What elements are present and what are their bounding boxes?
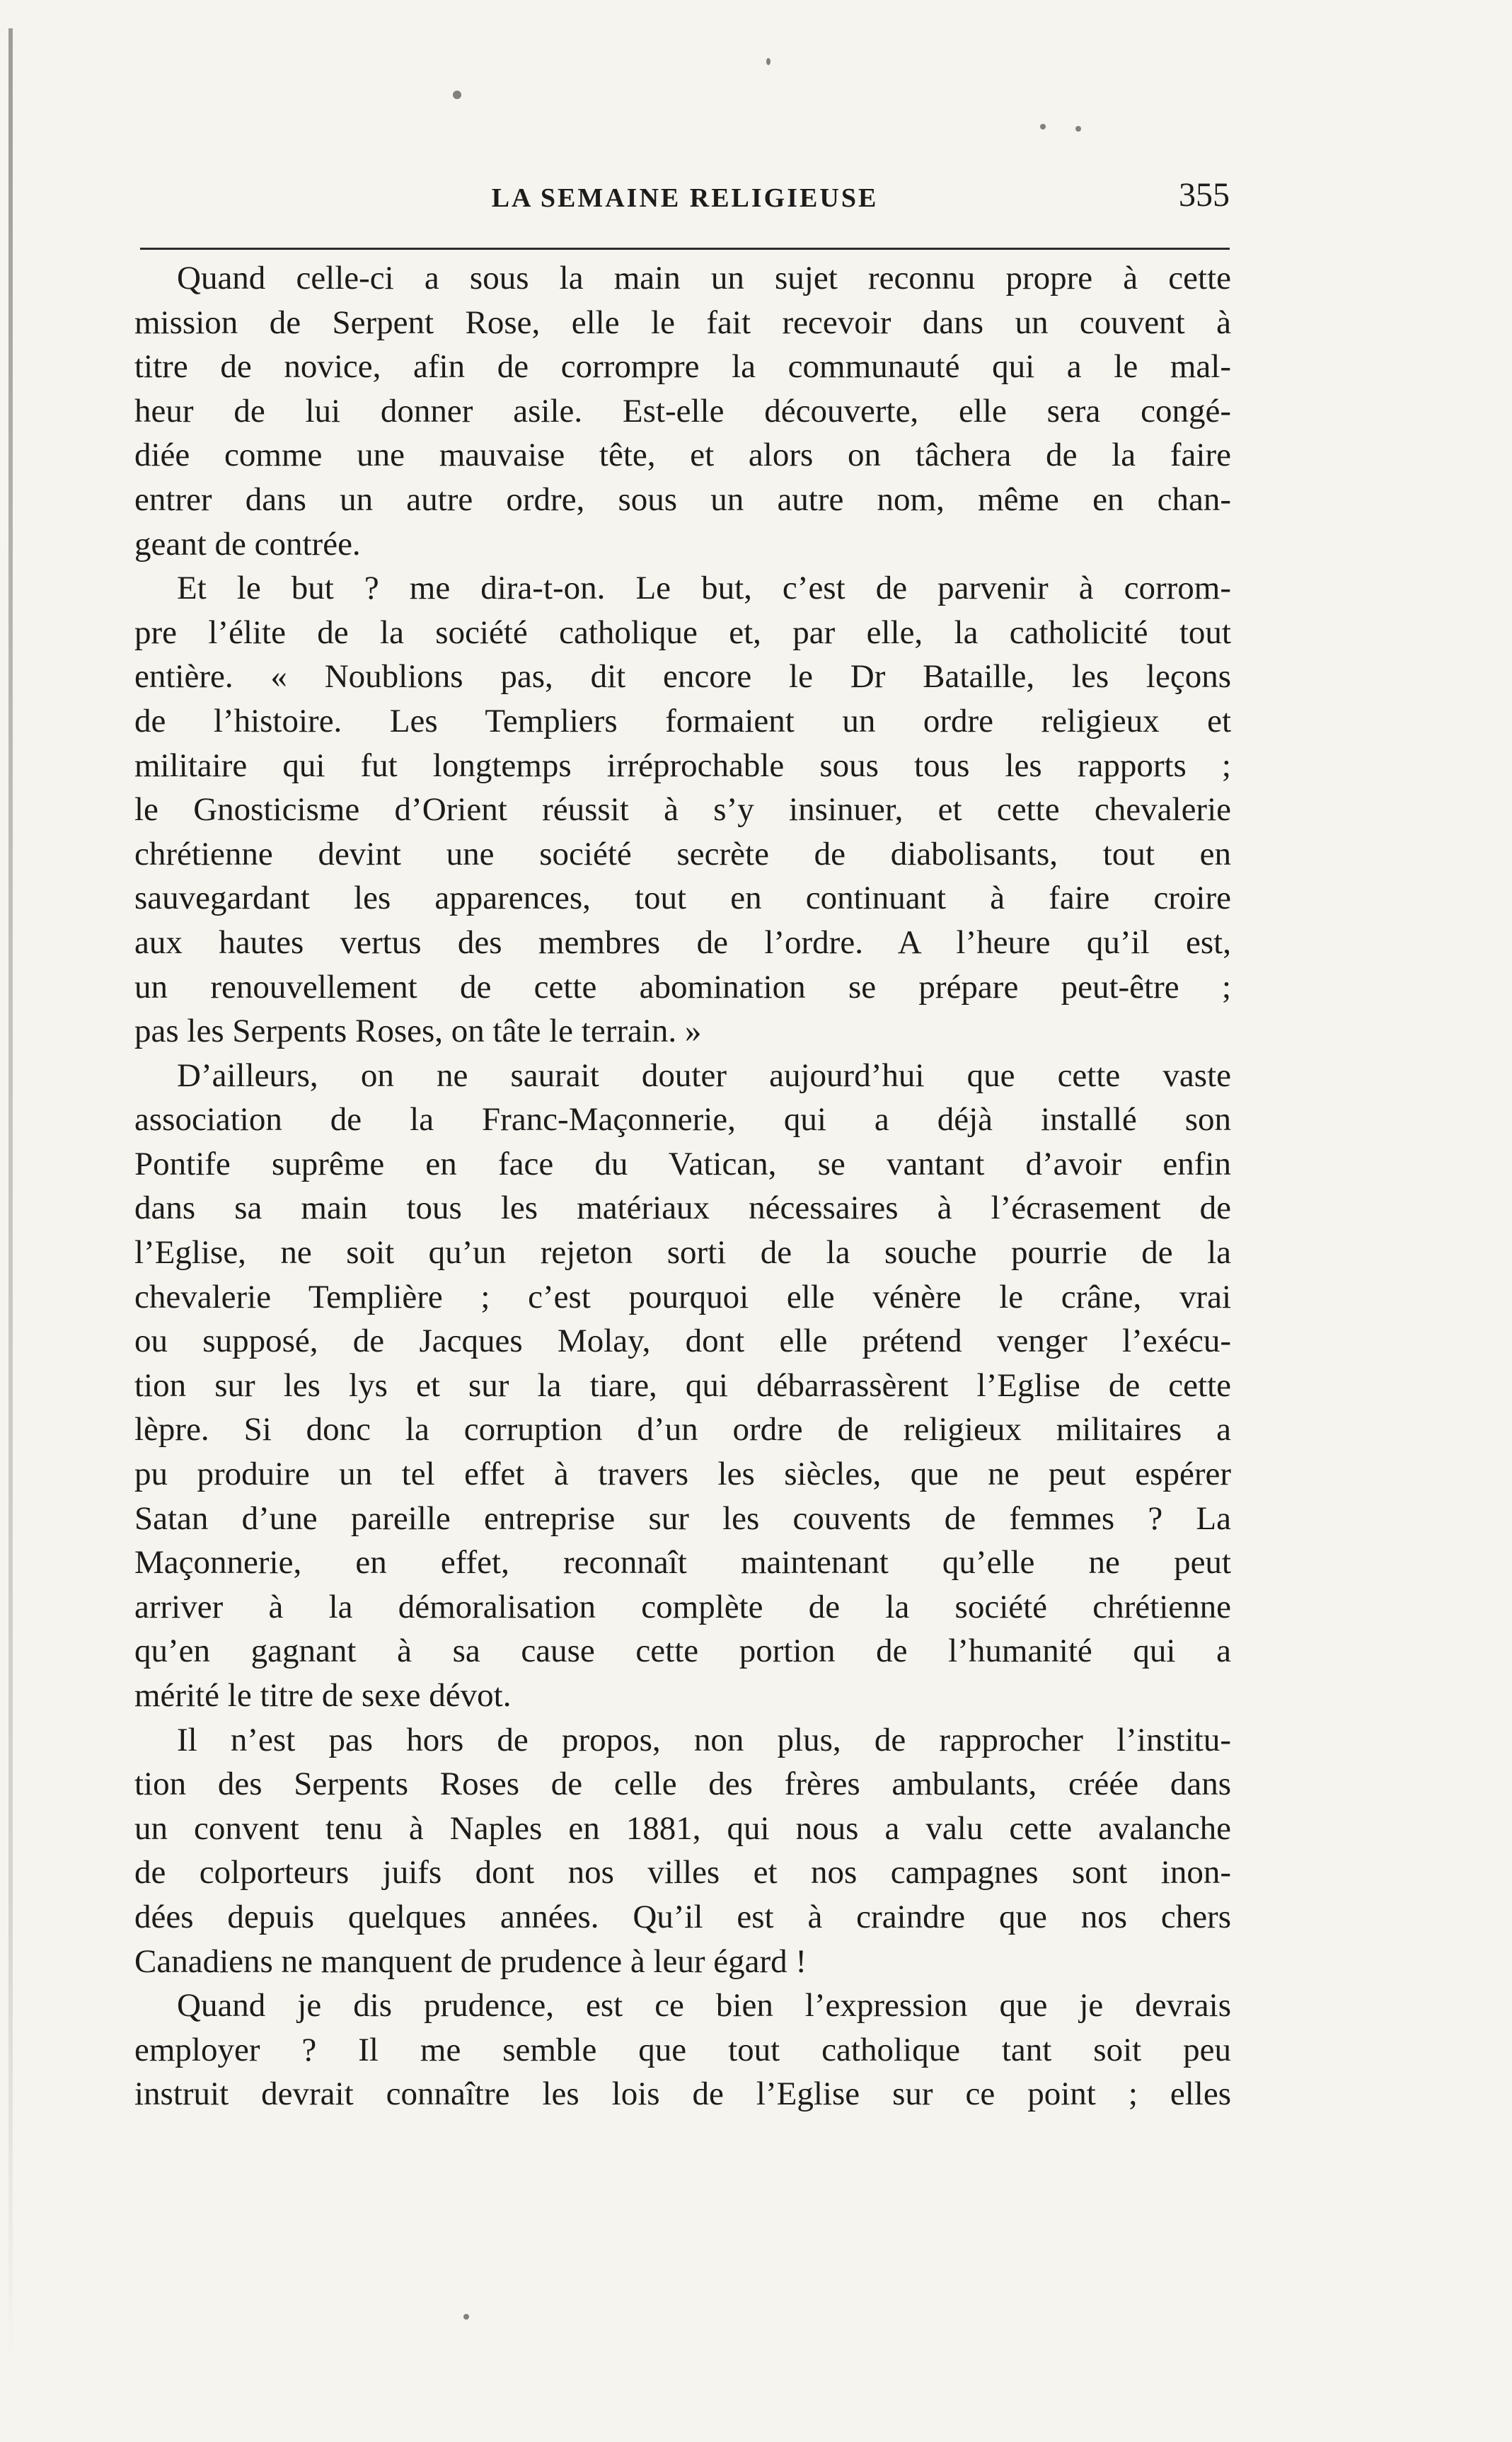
text-line: Satan d’une pareille entreprise sur les couvents de femmes ? La — [134, 1499, 1231, 1537]
text-line: Pontife suprême en face du Vatican, se vantant d’avoir enfin — [134, 1145, 1231, 1182]
text-line: chrétienne devint une société secrète de diabolisants, tout en — [134, 835, 1231, 872]
text-line: pas les Serpents Roses, on tâte le terrain. » — [134, 1013, 702, 1050]
text-line: aux hautes vertus des membres de l’ordre. A l’heure qu’il est, — [134, 923, 1231, 961]
text-line: l’Eglise, ne soit qu’un rejeton sorti de la souche pourrie de la — [134, 1234, 1231, 1272]
print-speck — [1075, 126, 1081, 132]
text-line: entière. « Noublions pas, dit encore le Dr Bataille, les leçons — [134, 658, 1231, 696]
text-line: D’ailleurs, on ne saurait douter aujourd’hui que cette vaste — [177, 1056, 1231, 1094]
text-line: lèpre. Si donc la corruption d’un ordre de religieux militaires a — [134, 1411, 1231, 1449]
text-line: un convent tenu à Naples en 1881, qui nous a valu cette avalanche — [134, 1809, 1231, 1847]
text-line: qu’en gagnant à sa cause cette portion de l’humanité qui a — [134, 1632, 1231, 1670]
text-line: Maçonnerie, en effet, reconnaît maintenant qu’elle ne peut — [134, 1544, 1231, 1582]
text-line: sauvegardant les apparences, tout en continuant à faire croire — [134, 880, 1231, 917]
text-line: Quand celle-ci a sous la main un sujet reconnu propre à cette — [177, 260, 1231, 296]
text-line: dées depuis quelques années. Qu’il est à craindre que nos chers — [134, 1898, 1231, 1935]
print-speck — [1040, 124, 1046, 129]
text-line: de l’histoire. Les Templiers formaient un ordre religieux et — [134, 702, 1231, 739]
text-line: entrer dans un autre ordre, sous un autre nom, même en chan- — [134, 480, 1231, 518]
text-line: instruit devrait connaître les lois de l’Eglise sur ce point ; elles — [134, 2075, 1231, 2113]
text-line: employer ? Il me semble que tout catholique tant soit peu — [134, 2031, 1231, 2068]
text-line: arriver à la démoralisation complète de la société chrétienne — [134, 1588, 1231, 1625]
text-line: ou supposé, de Jacques Molay, dont elle prétend venger l’exécu- — [134, 1323, 1231, 1360]
text-line: Quand je dis prudence, est ce bien l’expression que je devrais — [177, 1987, 1231, 2025]
header-rule — [140, 248, 1230, 250]
text-line: Il n’est pas hors de propos, non plus, de rapprocher l’institu- — [177, 1721, 1231, 1758]
text-line: association de la Franc-Maçonnerie, qui a déjà installé son — [134, 1101, 1231, 1139]
body-text — [134, 256, 1231, 2116]
text-line: Et le but ? me dira-t-on. Le but, c’est de parvenir à corrom- — [177, 570, 1231, 607]
print-speck — [453, 91, 461, 99]
text-line: heur de lui donner asile. Est-elle découverte, elle sera congé- — [134, 392, 1231, 430]
text-line: de colporteurs juifs dont nos villes et nos campagnes sont inon- — [134, 1854, 1231, 1891]
text-line: un renouvellement de cette abomination se prépare peut-être ; — [134, 968, 1231, 1006]
text-line: diée comme une mauvaise tête, et alors on tâchera de la faire — [134, 437, 1231, 474]
running-title: LA SEMAINE RELIGIEUSE — [491, 183, 879, 213]
text-line: tion des Serpents Roses de celle des frères ambulants, créée dans — [134, 1766, 1231, 1803]
page-number: 355 — [1179, 176, 1230, 214]
text-line: mérité le titre de sexe dévot. — [134, 1677, 512, 1714]
text-line: chevalerie Templière ; c’est pourquoi elle vénère le crâne, vrai — [134, 1278, 1231, 1315]
text-line: militaire qui fut longtemps irréprochable sous tous les rapports ; — [134, 747, 1231, 784]
text-line: dans sa main tous les matériaux nécessaires à l’écrasement de — [134, 1190, 1231, 1227]
text-line: pre l’élite de la société catholique et, par elle, la catholicité tout — [134, 614, 1231, 651]
page-header — [140, 175, 1230, 225]
text-line: Canadiens ne manquent de prudence à leur égard ! — [134, 1942, 807, 1980]
print-speck — [463, 2314, 469, 2320]
text-line: le Gnosticisme d’Orient réussit à s’y insinuer, et cette chevalerie — [134, 791, 1231, 829]
print-speck — [766, 58, 771, 65]
text-line: geant de contrée. — [134, 525, 361, 563]
text-line: tion sur les lys et sur la tiare, qui débarrassèrent l’Eglise de cette — [134, 1366, 1231, 1404]
text-line: mission de Serpent Rose, elle le fait recevoir dans un couvent à — [134, 304, 1231, 341]
text-line: pu produire un tel effet à travers les siècles, que ne peut espérer — [134, 1456, 1231, 1493]
binding-shadow — [8, 28, 13, 2363]
text-line: titre de novice, afin de corrompre la communauté qui a le mal- — [134, 348, 1231, 386]
